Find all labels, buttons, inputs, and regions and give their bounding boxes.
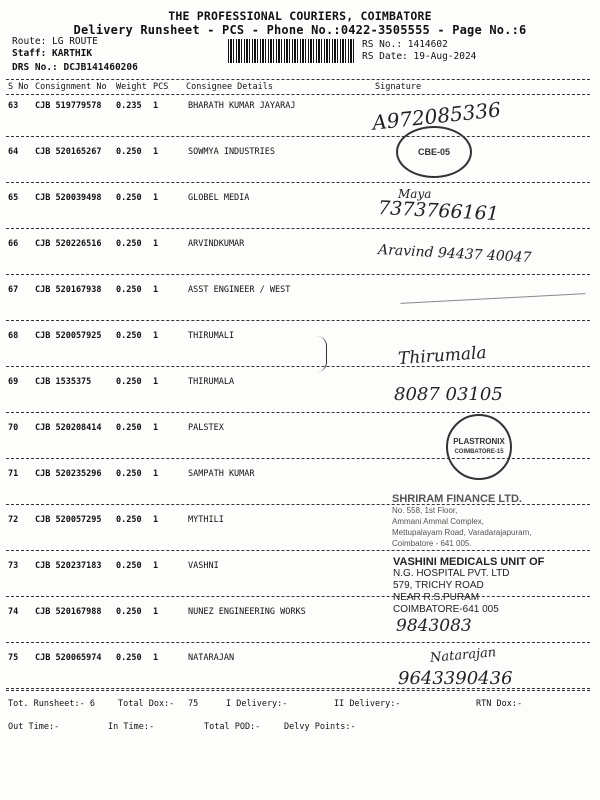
delvy-points: Delvy Points:- — [284, 722, 356, 732]
row-sno: 75 — [8, 653, 19, 663]
drs-number: DRS No.: DCJB141460206 — [12, 62, 138, 73]
row-consignment: CJB 520167988 — [35, 607, 102, 617]
row-weight: 0.250 — [116, 377, 142, 387]
row-sno: 63 — [8, 101, 19, 111]
signature-63: A972085336 — [371, 97, 502, 135]
row-consignee: THIRUMALI — [188, 331, 235, 341]
row-consignee: ASST ENGINEER / WEST — [188, 285, 291, 295]
total-runsheet: Tot. Runsheet:- 6 — [8, 699, 95, 709]
row-sno: 65 — [8, 193, 19, 203]
row-sno: 66 — [8, 239, 19, 249]
i-delivery: I Delivery:- — [226, 699, 288, 709]
row-weight: 0.250 — [116, 607, 142, 617]
row-consignee: NUNEZ ENGINEERING WORKS — [188, 607, 306, 617]
shriram-line: Ammani Ammal Complex, — [392, 517, 485, 526]
ii-delivery: II Delivery:- — [334, 699, 401, 709]
rtn-dox: RTN Dox:- — [476, 699, 523, 709]
row-consignment: CJB 520057295 — [35, 515, 102, 525]
row-consignee: VASHNI — [188, 561, 219, 571]
row-consignment: CJB 520057925 — [35, 331, 102, 341]
row-pcs: 1 — [153, 239, 159, 249]
footer-divider — [6, 690, 590, 691]
signature-74: 9843083 — [396, 616, 472, 636]
row-divider — [6, 320, 590, 321]
row-consignment: CJB 520237183 — [35, 561, 102, 571]
signature-75-phone: 9643390436 — [398, 668, 513, 689]
vashini-line: N.G. HOSPITAL PVT. LTD — [393, 568, 510, 579]
barcode — [228, 39, 356, 63]
vashini-line: 579, TRICHY ROAD — [393, 580, 484, 591]
col-pcs: PCS — [153, 82, 169, 92]
row-sno: 71 — [8, 469, 19, 479]
header-divider — [6, 94, 590, 95]
shriram-line: SHRIRAM FINANCE LTD. — [392, 493, 522, 505]
row-weight: 0.250 — [116, 561, 142, 571]
vashini-line: NEAR R.S.PURAM — [393, 592, 480, 603]
signature-65-phone: 7373766161 — [377, 196, 500, 226]
row-weight: 0.235 — [116, 101, 142, 111]
shriram-line: Coimbatore - 641 005. — [392, 539, 472, 548]
row-consignee: GLOBEL MEDIA — [188, 193, 250, 203]
row-sno: 64 — [8, 147, 19, 157]
row-pcs: 1 — [153, 515, 159, 525]
col-consignment: Consignment No — [35, 82, 107, 92]
row-pcs: 1 — [153, 561, 159, 571]
row-weight: 0.250 — [116, 193, 142, 203]
col-sno: S No — [8, 82, 29, 92]
vashini-line: VASHINI MEDICALS UNIT OF — [393, 556, 545, 568]
row-consignee: SAMPATH KUMAR — [188, 469, 255, 479]
row-consignee: BHARATH KUMAR JAYARAJ — [188, 101, 296, 111]
header-divider — [6, 79, 590, 80]
shriram-line: Mettupalayam Road, Varadarajapuram, — [392, 528, 532, 537]
row-pcs: 1 — [153, 193, 159, 203]
col-signature: Signature — [375, 82, 422, 92]
out-time: Out Time:- — [8, 722, 60, 732]
signature-69: 8087 03105 — [394, 384, 503, 405]
row-sno: 67 — [8, 285, 19, 295]
signature-66: Aravind 94437 40047 — [377, 241, 532, 267]
staff-label: Staff: KARTHIK — [12, 48, 93, 59]
signature-67 — [400, 275, 586, 304]
total-dox-label: Total Dox:- — [118, 699, 175, 709]
row-consignment: CJB 520039498 — [35, 193, 102, 203]
row-consignee: ARVINDKUMAR — [188, 239, 245, 249]
col-consignee: Consignee Details — [186, 82, 273, 92]
check-mark — [312, 336, 327, 372]
row-pcs: 1 — [153, 285, 159, 295]
row-weight: 0.250 — [116, 423, 142, 433]
signature-68: Thirumala — [397, 342, 488, 370]
row-sno: 68 — [8, 331, 19, 341]
row-consignment: CJB 520226516 — [35, 239, 102, 249]
row-weight: 0.250 — [116, 653, 142, 663]
row-pcs: 1 — [153, 331, 159, 341]
row-consignee: SOWMYA INDUSTRIES — [188, 147, 275, 157]
row-consignment: CJB 520208414 — [35, 423, 102, 433]
total-pod: Total POD:- — [204, 722, 261, 732]
vashini-stamp — [393, 556, 593, 616]
row-pcs: 1 — [153, 653, 159, 663]
row-pcs: 1 — [153, 101, 159, 111]
route-label: Route: LG ROUTE — [12, 36, 98, 47]
stamp-64: CBE-05 — [396, 126, 472, 178]
vashini-line: COIMBATORE-641 005 — [393, 604, 499, 615]
row-sno: 74 — [8, 607, 19, 617]
row-weight: 0.250 — [116, 469, 142, 479]
signature-75-name: Natarajan — [429, 645, 497, 666]
row-consignment: CJB 520165267 — [35, 147, 102, 157]
row-consignee: THIRUMALA — [188, 377, 235, 387]
row-weight: 0.250 — [116, 147, 142, 157]
shriram-line: No. 558, 1st Floor, — [392, 506, 458, 515]
shriram-stamp — [392, 494, 592, 549]
plastronix-city: COIMBATORE-15 — [454, 449, 504, 455]
signature-65-name: Maya — [398, 187, 432, 201]
row-sno: 72 — [8, 515, 19, 525]
row-consignee: NATARAJAN — [188, 653, 235, 663]
company-title: THE PROFESSIONAL COURIERS, COIMBATORE — [168, 9, 432, 23]
row-pcs: 1 — [153, 607, 159, 617]
row-sno: 73 — [8, 561, 19, 571]
row-weight: 0.250 — [116, 285, 142, 295]
row-weight: 0.250 — [116, 239, 142, 249]
row-consignment: CJB 520065974 — [35, 653, 102, 663]
row-divider — [6, 366, 590, 367]
row-divider — [6, 642, 590, 643]
row-consignment: CJB 1535375 — [35, 377, 92, 387]
row-divider — [6, 412, 590, 413]
plastronix-stamp — [446, 414, 512, 480]
col-weight: Weight — [116, 82, 147, 92]
total-dox-value: 75 — [188, 699, 199, 709]
row-consignee: MYTHILI — [188, 515, 224, 525]
row-weight: 0.250 — [116, 331, 142, 341]
row-weight: 0.250 — [116, 515, 142, 525]
row-pcs: 1 — [153, 423, 159, 433]
runsheet-title: Delivery Runsheet - PCS - Phone No.:0422-3505555 - Page No.:6 — [73, 23, 527, 37]
row-divider — [6, 136, 590, 137]
in-time: In Time:- — [108, 722, 155, 732]
row-consignment: CJB 519779578 — [35, 101, 102, 111]
row-consignment: CJB 520235296 — [35, 469, 102, 479]
row-consignee: PALSTEX — [188, 423, 224, 433]
rs-number: RS No.: 1414602 — [362, 39, 448, 50]
row-divider — [6, 550, 590, 551]
plastronix-name: PLASTRONIX — [453, 437, 505, 446]
row-pcs: 1 — [153, 377, 159, 387]
row-consignment: CJB 520167938 — [35, 285, 102, 295]
row-divider — [6, 274, 590, 275]
row-divider — [6, 182, 590, 183]
row-sno: 69 — [8, 377, 19, 387]
row-divider — [6, 228, 590, 229]
row-pcs: 1 — [153, 469, 159, 479]
rs-date: RS Date: 19-Aug-2024 — [362, 51, 477, 62]
row-sno: 70 — [8, 423, 19, 433]
row-pcs: 1 — [153, 147, 159, 157]
